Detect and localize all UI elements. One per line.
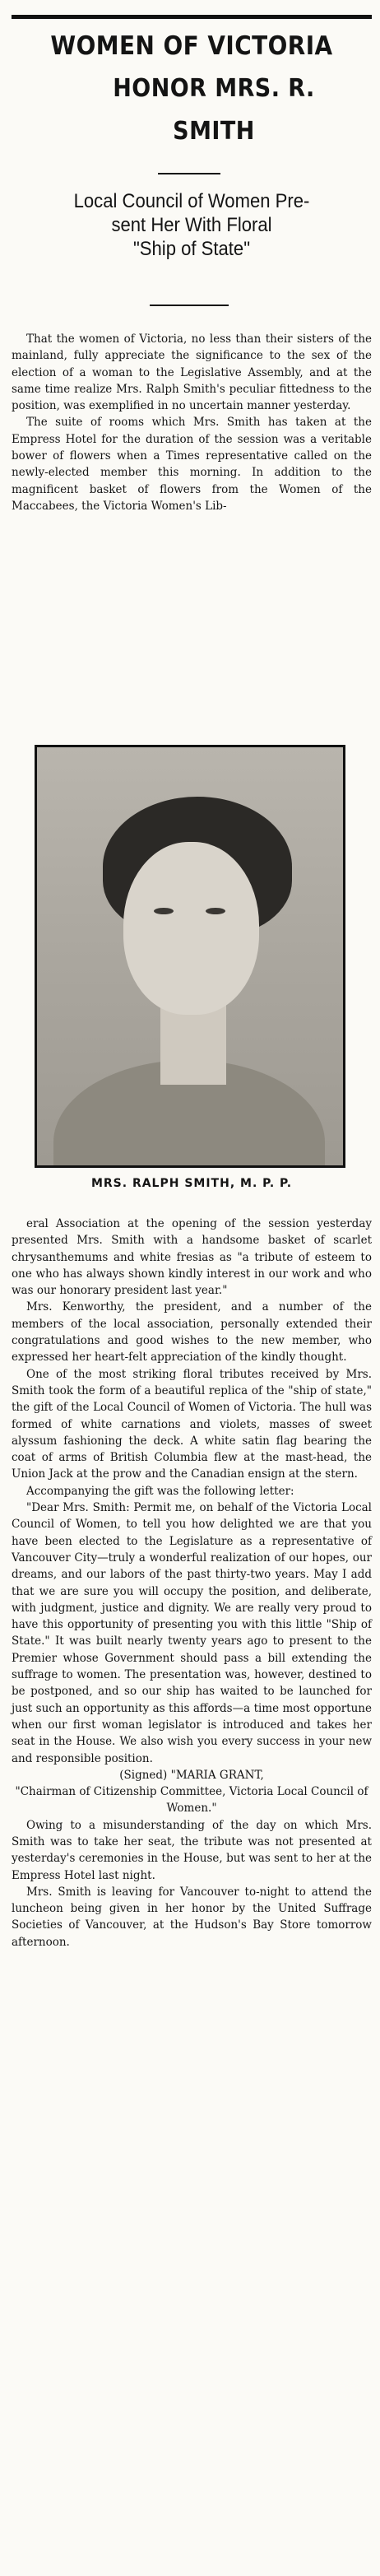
paragraph: One of the most striking floral tributes received by Mrs. Smith took the form of a beautiful replica of the "ship of state," the gift of the Local Council of Women of Victoria. The hull was formed of white carnations and violets, masses of sweet alyssum fashioning the deck. A white satin flag bearing the coat of arms of British Columbia flew at the mast-head, the Union Jack at the prow and the Canadian ensign at the stern. [12,1367,372,1481]
paragraph: That the women of Victoria, no less than their sisters of the mainland, fully appreciate the significance to the sex of the election of a woman to the Legislative Assembly, and at the same time realize Mrs. Ralph Smith's peculiar fittedness to the position, was exemplified in no uncertain manner yesterday. [12,332,372,413]
paragraph: Mrs. Smith is leaving for Vancouver to-night to attend the luncheon being given in her honor by the United Suffrage Societies of Vancouver, at the Hudson's Bay Store tomorrow afternoon. [12,1885,372,1949]
subheadline-line-1: Local Council of Women Pre- [73,190,310,212]
photo-caption: MRS. RALPH SMITH, M. P. P. [90,1177,293,1190]
subheadline-line-3: "Ship of State" [132,238,251,260]
portrait-eye [154,908,174,914]
subheadline-divider [150,305,229,306]
top-rule [12,15,372,19]
headline-divider [158,173,220,174]
article-body-top [12,331,372,514]
paragraph: eral Association at the opening of the session yesterday presented Mrs. Smith with a handsome basket of scarlet chrysanthemums and white fresias as "a tribute of esteem to one who has always shown kindly interest in our work and who was our honorary president last year." [12,1217,372,1298]
headline [30,25,354,153]
portrait-eye [206,908,225,914]
article-body-bottom [12,1216,372,1951]
paragraph: The suite of rooms which Mrs. Smith has taken at the Empress Hotel for the duration of the session was a veritable bower of flowers when a Times representative called on the newly-elected member this morning. In addition to the magnificent basket of flowers from the Women of the Maccabees, the Victoria Women's Lib- [12,416,372,513]
paragraph: Owing to a misunderstanding of the day on which Mrs. Smith was to take her seat, the tribute was not presented at yesterday's ceremonies in the House, but was sent to her at the Empress Hotel last night. [12,1818,372,1882]
paragraph: Mrs. Kenworthy, the president, and a number of the members of the local association, personally extended their congratulations and good wishes to the new member, who expressed her heart-felt appreciation of the kindly thought. [12,1300,372,1365]
signature-line-1: (Signed) "MARIA GRANT, [119,1768,264,1782]
subheadline [26,189,358,261]
paragraph: Accompanying the gift was the following letter: [26,1484,294,1498]
portrait-photo [35,745,345,1168]
signature-line-2: "Chairman of Citizenship Committee, Victoria Local Council of Women." [15,1785,368,1816]
letter-paragraph: "Dear Mrs. Smith: Permit me, on behalf of the Victoria Local Council of Women, to tell you how delighted we are that you have been elected to the Legislature as a representative of Vancouver City—truly a wonderful realization of our hopes, our dreams, and our labors of the past thirty-two years. May I add that we are sure you will occupy the position, and deliberate, with judgment, justice and dignity. We are really very proud to have this opportunity of presenting you with this little "Ship of State." It was built nearly twenty years ago to present to the Premier whose Government should pass a bill extending the suffrage to women. The presentation was, however, destined to be postponed, and so our ship has waited to be launched for just such an opportunity as this affords—a time most opportune when our first woman legislator is introduced and takes her seat in the House. We also wish you every success in your new and responsible position. [12,1501,372,1765]
portrait-face [123,842,259,1015]
subheadline-line-2: sent Her With Floral [111,214,272,236]
headline-line-2: HONOR MRS. R. SMITH [113,74,315,146]
headline-line-1: WOMEN OF VICTORIA [50,31,333,61]
